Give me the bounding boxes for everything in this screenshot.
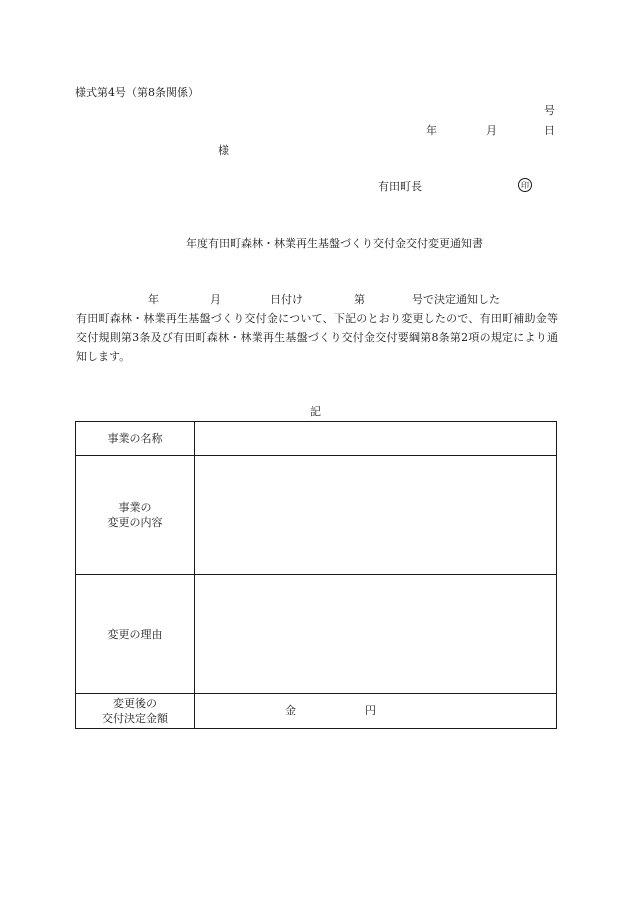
project-name-label: 事業の名称	[76, 422, 195, 456]
document-title: 年度有田町森林・林業再生基盤づくり交付金交付変更通知書	[186, 237, 483, 250]
intro-dai: 第	[354, 293, 365, 306]
table-row-change-content	[76, 456, 557, 575]
amount-label	[76, 694, 195, 729]
notice-body	[76, 309, 558, 366]
details-table	[75, 421, 557, 729]
document-number-suffix: 号	[544, 104, 555, 117]
change-content-value	[195, 456, 557, 575]
amount-label-line1: 変更後の	[113, 697, 157, 710]
intro-decided: 号で決定通知した	[412, 293, 500, 306]
intro-year: 年	[148, 293, 159, 306]
table-row-project-name	[76, 422, 557, 456]
date-day: 日	[544, 124, 555, 137]
addressee-suffix: 様	[218, 144, 229, 157]
intro-month: 月	[210, 293, 221, 306]
amount-value	[195, 694, 557, 729]
change-content-label-line1: 事業の	[118, 501, 152, 514]
amount-suffix: 円	[365, 704, 376, 717]
change-content-label-line2: 変更の内容	[107, 516, 163, 529]
date-year: 年	[426, 124, 437, 137]
change-reason-label: 変更の理由	[76, 575, 195, 694]
sender-title: 有田町長	[378, 180, 422, 193]
change-content-label	[76, 456, 195, 575]
change-reason-value	[195, 575, 557, 694]
intro-dated: 日付け	[270, 293, 303, 306]
table-row-amount	[76, 694, 557, 729]
amount-prefix: 金	[285, 704, 296, 717]
ki-heading: 記	[310, 405, 321, 418]
amount-label-line2: 交付決定金額	[102, 712, 168, 725]
notice-body-text: 有田町森林・林業再生基盤づくり交付金について、下記のとおり変更したので、有田町補助金等交付規則第3条及び有田町森林・林業再生基盤づくり交付金交付要綱第8条第2項の規定により通知します。	[76, 312, 558, 363]
date-month: 月	[486, 124, 497, 137]
seal-icon: 印	[518, 178, 532, 192]
project-name-value	[195, 422, 557, 456]
form-number: 様式第4号（第8条関係）	[75, 86, 199, 99]
table-row-change-reason	[76, 575, 557, 694]
